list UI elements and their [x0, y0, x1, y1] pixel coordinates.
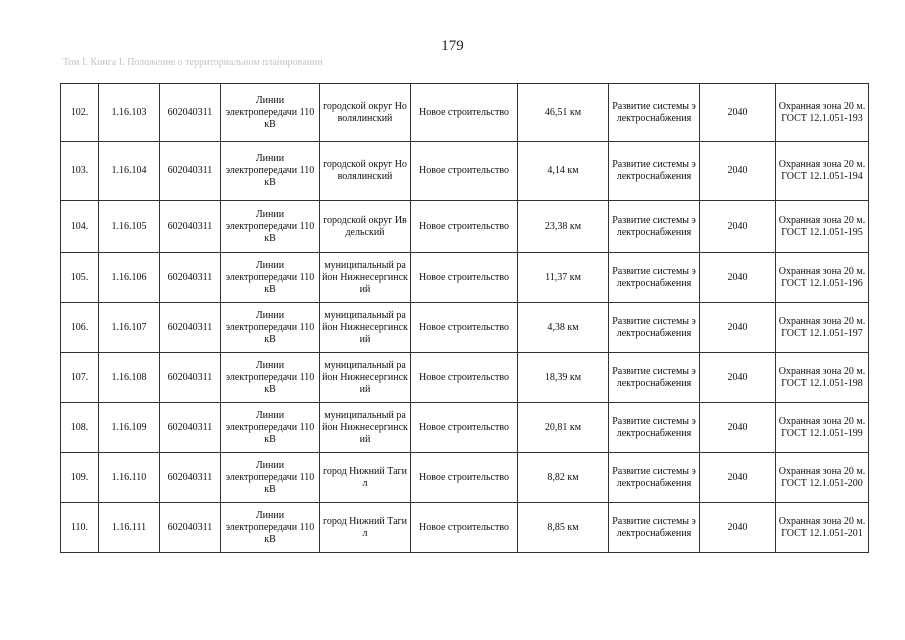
object-name-cell: Линии электропередачи 110 кВ — [221, 303, 320, 353]
object-name-cell: Линии электропередачи 110 кВ — [221, 84, 320, 142]
running-header: Том I. Книга I. Положение о территориальном планировании — [63, 57, 323, 68]
table-row — [61, 403, 869, 453]
protection-zone-cell: Охранная зона 20 м. ГОСТ 12.1.051-198 — [776, 353, 869, 403]
year-cell: 2040 — [700, 201, 776, 253]
location-cell: городской округ Новолялинский — [320, 142, 411, 201]
length-cell: 8,85 км — [518, 503, 609, 553]
object-name-cell: Линии электропередачи 110 кВ — [221, 253, 320, 303]
object-code-cell: 1.16.108 — [99, 353, 160, 403]
length-cell: 4,14 км — [518, 142, 609, 201]
length-cell: 18,39 км — [518, 353, 609, 403]
object-code-cell: 1.16.103 — [99, 84, 160, 142]
table-body — [61, 84, 869, 553]
location-cell: муниципальный район Нижнесергинский — [320, 253, 411, 303]
classifier-code-cell: 602040311 — [160, 142, 221, 201]
object-code-cell: 1.16.107 — [99, 303, 160, 353]
location-cell: муниципальный район Нижнесергинский — [320, 403, 411, 453]
year-cell: 2040 — [700, 353, 776, 403]
table-row — [61, 353, 869, 403]
object-name-cell: Линии электропередачи 110 кВ — [221, 453, 320, 503]
purpose-cell: Развитие системы электроснабжения — [609, 353, 700, 403]
purpose-cell: Развитие системы электроснабжения — [609, 142, 700, 201]
activity-type-cell: Новое строительство — [411, 253, 518, 303]
location-cell: город Нижний Тагил — [320, 503, 411, 553]
activity-type-cell: Новое строительство — [411, 201, 518, 253]
length-cell: 11,37 км — [518, 253, 609, 303]
row-number-cell: 102. — [61, 84, 99, 142]
table-row — [61, 253, 869, 303]
object-code-cell: 1.16.104 — [99, 142, 160, 201]
object-code-cell: 1.16.110 — [99, 453, 160, 503]
classifier-code-cell: 602040311 — [160, 303, 221, 353]
purpose-cell: Развитие системы электроснабжения — [609, 453, 700, 503]
classifier-code-cell: 602040311 — [160, 503, 221, 553]
infrastructure-table — [60, 83, 869, 553]
year-cell: 2040 — [700, 303, 776, 353]
row-number-cell: 108. — [61, 403, 99, 453]
year-cell: 2040 — [700, 84, 776, 142]
object-name-cell: Линии электропередачи 110 кВ — [221, 353, 320, 403]
year-cell: 2040 — [700, 142, 776, 201]
object-name-cell: Линии электропередачи 110 кВ — [221, 201, 320, 253]
object-name-cell: Линии электропередачи 110 кВ — [221, 142, 320, 201]
length-cell: 23,38 км — [518, 201, 609, 253]
year-cell: 2040 — [700, 403, 776, 453]
purpose-cell: Развитие системы электроснабжения — [609, 84, 700, 142]
classifier-code-cell: 602040311 — [160, 453, 221, 503]
length-cell: 46,51 км — [518, 84, 609, 142]
length-cell: 4,38 км — [518, 303, 609, 353]
classifier-code-cell: 602040311 — [160, 403, 221, 453]
protection-zone-cell: Охранная зона 20 м. ГОСТ 12.1.051-193 — [776, 84, 869, 142]
activity-type-cell: Новое строительство — [411, 403, 518, 453]
row-number-cell: 107. — [61, 353, 99, 403]
row-number-cell: 105. — [61, 253, 99, 303]
table-row — [61, 142, 869, 201]
object-name-cell: Линии электропередачи 110 кВ — [221, 503, 320, 553]
activity-type-cell: Новое строительство — [411, 84, 518, 142]
table-row — [61, 84, 869, 142]
activity-type-cell: Новое строительство — [411, 303, 518, 353]
classifier-code-cell: 602040311 — [160, 201, 221, 253]
classifier-code-cell: 602040311 — [160, 253, 221, 303]
protection-zone-cell: Охранная зона 20 м. ГОСТ 12.1.051-195 — [776, 201, 869, 253]
protection-zone-cell: Охранная зона 20 м. ГОСТ 12.1.051-197 — [776, 303, 869, 353]
row-number-cell: 106. — [61, 303, 99, 353]
year-cell: 2040 — [700, 503, 776, 553]
location-cell: городской округ Новолялинский — [320, 84, 411, 142]
activity-type-cell: Новое строительство — [411, 142, 518, 201]
table-row — [61, 503, 869, 553]
classifier-code-cell: 602040311 — [160, 84, 221, 142]
table-row — [61, 303, 869, 353]
protection-zone-cell: Охранная зона 20 м. ГОСТ 12.1.051-194 — [776, 142, 869, 201]
purpose-cell: Развитие системы электроснабжения — [609, 253, 700, 303]
row-number-cell: 110. — [61, 503, 99, 553]
activity-type-cell: Новое строительство — [411, 453, 518, 503]
row-number-cell: 104. — [61, 201, 99, 253]
table-row — [61, 453, 869, 503]
object-code-cell: 1.16.105 — [99, 201, 160, 253]
object-code-cell: 1.16.109 — [99, 403, 160, 453]
length-cell: 8,82 км — [518, 453, 609, 503]
object-code-cell: 1.16.111 — [99, 503, 160, 553]
protection-zone-cell: Охранная зона 20 м. ГОСТ 12.1.051-199 — [776, 403, 869, 453]
row-number-cell: 103. — [61, 142, 99, 201]
location-cell: город Нижний Тагил — [320, 453, 411, 503]
purpose-cell: Развитие системы электроснабжения — [609, 503, 700, 553]
location-cell: муниципальный район Нижнесергинский — [320, 303, 411, 353]
table-row — [61, 201, 869, 253]
row-number-cell: 109. — [61, 453, 99, 503]
year-cell: 2040 — [700, 453, 776, 503]
classifier-code-cell: 602040311 — [160, 353, 221, 403]
location-cell: городской округ Ивдельский — [320, 201, 411, 253]
activity-type-cell: Новое строительство — [411, 503, 518, 553]
protection-zone-cell: Охранная зона 20 м. ГОСТ 12.1.051-196 — [776, 253, 869, 303]
protection-zone-cell: Охранная зона 20 м. ГОСТ 12.1.051-200 — [776, 453, 869, 503]
length-cell: 20,81 км — [518, 403, 609, 453]
object-code-cell: 1.16.106 — [99, 253, 160, 303]
object-name-cell: Линии электропередачи 110 кВ — [221, 403, 320, 453]
purpose-cell: Развитие системы электроснабжения — [609, 303, 700, 353]
year-cell: 2040 — [700, 253, 776, 303]
protection-zone-cell: Охранная зона 20 м. ГОСТ 12.1.051-201 — [776, 503, 869, 553]
location-cell: муниципальный район Нижнесергинский — [320, 353, 411, 403]
page-number: 179 — [441, 38, 464, 54]
purpose-cell: Развитие системы электроснабжения — [609, 201, 700, 253]
activity-type-cell: Новое строительство — [411, 353, 518, 403]
purpose-cell: Развитие системы электроснабжения — [609, 403, 700, 453]
